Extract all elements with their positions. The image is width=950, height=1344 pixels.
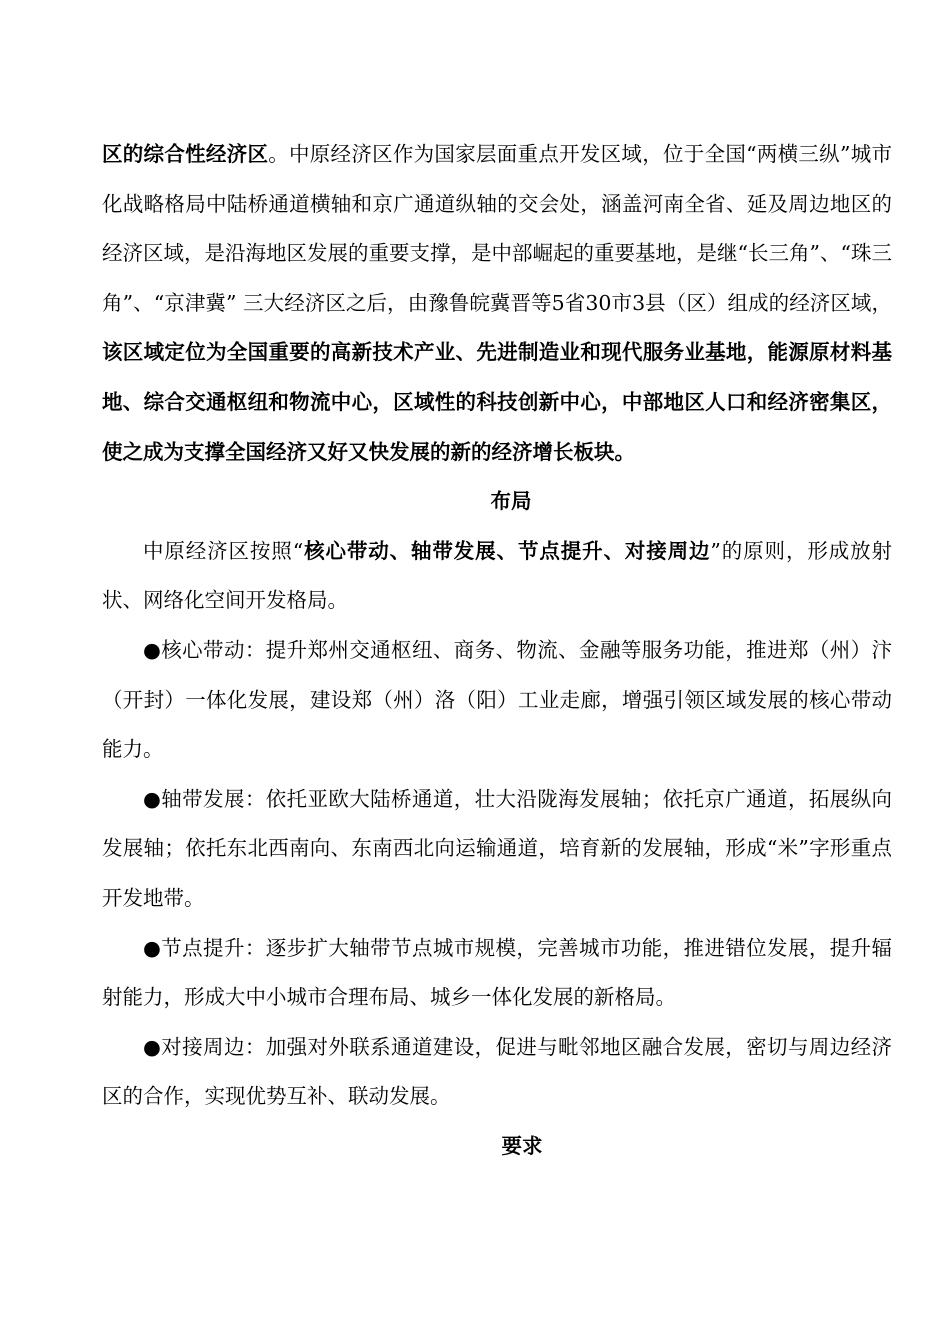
- intro-text: 。中原经济区作为国家层面重点开发区域，位于全国“两横三纵”城市化战略格局中陆桥通道横轴和京广通道纵轴的交会处，涵盖河南全省、延及周边地区的经济区域，是沿海地区发展的重要支撑，是中部崛起的重要基地，是继“长三角”、“珠三角”、“京津冀” 三大经济区之后，由豫鲁皖冀晋等5省30市3县（区）组成的经济区域，: [102, 142, 892, 315]
- intro-bold-start: 区的综合性经济区: [102, 142, 269, 166]
- layout-pre: 中原经济区按照“: [143, 538, 304, 563]
- heading-layout: 布局: [490, 489, 532, 514]
- layout-paragraph: [102, 527, 892, 626]
- bullet-node-upgrade: ●节点提升：逐步扩大轴带节点城市规模，完善城市功能，推进错位发展，提升辐射能力，形成大中小城市合理布局、城乡一体化发展的新格局。: [102, 935, 892, 1010]
- layout-principles: 核心带动、轴带发展、节点提升、对接周边: [303, 538, 711, 563]
- layout-post: ”的原则，形成放射状、网络化空间开发格局。: [102, 538, 892, 613]
- intro-paragraph: [102, 130, 892, 477]
- document-body: [102, 130, 892, 1171]
- bullet-connect-surroundings: ●对接周边：加强对外联系通道建设，促进与毗邻地区融合发展，密切与周边经济区的合作，实现优势互补、联动发展。: [102, 1034, 892, 1109]
- bullet-axis-development: ●轴带发展：依托亚欧大陆桥通道，壮大沿陇海发展轴；依托京广通道，拓展纵向发展轴；依托东北西南向、东南西北向运输通道，培育新的发展轴，形成“米”字形重点开发地带。: [102, 786, 892, 910]
- bullet-core-drive: ●核心带动：提升郑州交通枢纽、商务、物流、金融等服务功能，推进郑（州）汴（开封）一体化发展，建设郑（州）洛（阳）工业走廊，增强引领区域发展的核心带动能力。: [102, 637, 892, 762]
- heading-requirements: 要求: [501, 1133, 543, 1158]
- intro-bold-end: 该区域定位为全国重要的高新技术产业、先进制造业和现代服务业基地，能源原材料基地、综合交通枢纽和物流中心，区域性的科技创新中心，中部地区人口和经济密集区，使之成为支撑全国经济又好又快发展的新的经济增长板块。: [102, 340, 892, 464]
